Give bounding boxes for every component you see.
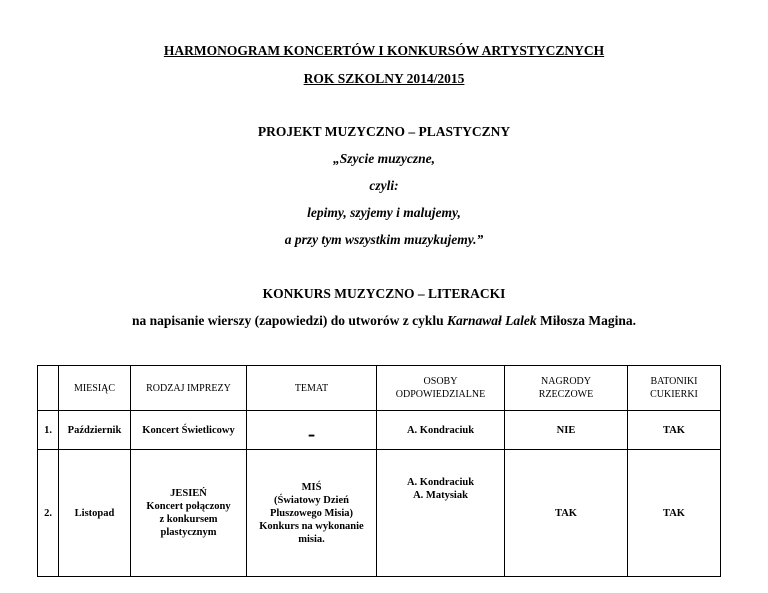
- row-sweets: TAK: [628, 411, 721, 450]
- school-year: ROK SZKOLNY 2014/2015: [303, 71, 465, 86]
- row-prizes: NIE: [505, 411, 628, 450]
- row-month: Listopad: [59, 450, 131, 577]
- row-topic: MIŚ (Światowy Dzień Pluszowego Misia) Konkurs na wykonanie misia.: [247, 450, 377, 577]
- table-row: [38, 450, 721, 577]
- project-line-2: czyli:: [369, 178, 399, 193]
- table-header-row: [38, 366, 721, 411]
- contest-desc-title: Karnawał Lalek: [446, 313, 537, 328]
- row-prizes: TAK: [505, 450, 628, 577]
- project-line-1: „Szycie muzyczne,: [333, 151, 435, 166]
- header-sweets: BATONIKI CUKIERKI: [628, 366, 721, 411]
- header-topic: TEMAT: [247, 366, 377, 411]
- schedule-table: [37, 365, 721, 577]
- contest-heading: KONKURS MUZYCZNO – LITERACKI: [262, 286, 506, 301]
- project-line-3: lepimy, szyjemy i malujemy,: [307, 205, 461, 220]
- row-number: 1.: [38, 411, 59, 450]
- header-persons: OSOBY ODPOWIEDZIALNE: [377, 366, 505, 411]
- contest-description: [0, 313, 768, 329]
- project-line-4: a przy tym wszystkim muzykujemy.”: [284, 232, 484, 247]
- header-prizes: NAGRODY RZECZOWE: [505, 366, 628, 411]
- contest-desc-after: Miłosza Magina.: [536, 313, 636, 328]
- header-num: [38, 366, 59, 411]
- contest-desc-before: na napisanie wierszy (zapowiedzi) do utworów z cyklu: [131, 313, 447, 328]
- row-topic-dash: -: [307, 421, 316, 446]
- row-number: 2.: [38, 450, 59, 577]
- row-sweets: TAK: [628, 450, 721, 577]
- row-event: JESIEŃ Koncert połączony z konkursem plastycznym: [131, 450, 247, 577]
- header-event: RODZAJ IMPREZY: [131, 366, 247, 411]
- row-month: Październik: [59, 411, 131, 450]
- project-heading: PROJEKT MUZYCZNO – PLASTYCZNY: [257, 124, 511, 139]
- row-event: Koncert Świetlicowy: [131, 411, 247, 450]
- table-row: [38, 411, 721, 450]
- doc-title: HARMONOGRAM KONCERTÓW I KONKURSÓW ARTYSTYCZNYCH: [163, 43, 605, 58]
- header-month: MIESIĄC: [59, 366, 131, 411]
- row-topic: [247, 411, 377, 450]
- row-persons: A. Kondraciuk: [377, 411, 505, 450]
- row-persons: A. Kondraciuk A. Matysiak: [377, 450, 505, 577]
